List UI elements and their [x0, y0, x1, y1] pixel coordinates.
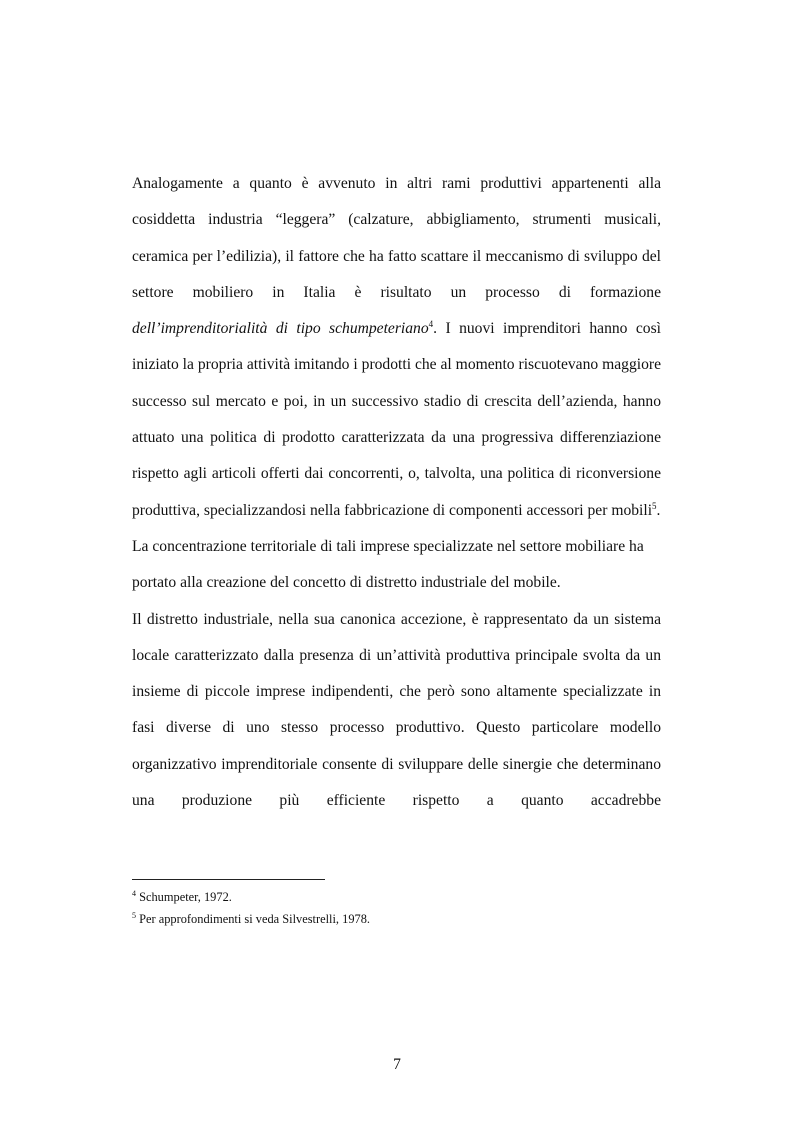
page-number: 7 — [393, 1056, 401, 1073]
footnote-4 — [132, 886, 661, 908]
paragraph-1-text-middle: . I nuovi imprenditori hanno così iniziato la propria attività imitando i prodotti che al momento riscuotevano maggiore successo sul mercato e poi, in un successivo stadio di crescita dell’azienda, hanno attuato una politica di prodotto caratterizzata da una progressiva differenziazione rispetto agli articoli offerti dai concorrenti, o, talvolta, una politica di riconversione produttiva, specializzandosi nella fabbricazione di componenti accessori per mobili — [132, 320, 661, 519]
footnote-5 — [132, 908, 661, 930]
paragraph-2: La concentrazione territoriale di tali imprese specializzate nel settore mobiliare ha portato alla creazione del concetto di distretto industriale del mobile. — [132, 537, 644, 592]
body-text — [132, 166, 661, 819]
paragraph-1 — [132, 166, 661, 529]
paragraph-3: Il distretto industriale, nella sua canonica accezione, è rappresentato da un sistema locale caratterizzato dalla presenza di un’attività produttiva principale svolta da un insieme di piccole imprese indipendenti, che però sono altamente specializzate in fasi diverse di uno stesso processo produttivo. Questo particolare modello organizzativo imprenditoriale consente di sviluppare delle sinergie che determinano una produzione più efficiente rispetto a quanto accadrebbe — [132, 610, 661, 810]
footnote-ref-5: 5 — [652, 500, 657, 511]
footnote-number: 4 — [132, 888, 136, 898]
footnote-ref-4: 4 — [428, 319, 434, 329]
italic-term: dell’imprenditorialità di tipo schumpeteriano — [132, 320, 429, 338]
paragraph-1-text-start: Analogamente a quanto è avvenuto in altri rami produttivi appartenenti alla cosiddetta industria “leggera” (calzature, abbigliamento, strumenti musicali, ceramica per l’edilizia), il fattore che ha fatto scattare il meccanismo di sviluppo del settore mobiliero in Italia è risultato un processo di formazione — [132, 175, 661, 301]
footnotes — [132, 886, 661, 930]
paragraph-1-text-end: . — [656, 501, 661, 519]
footnote-number: 5 — [132, 910, 136, 920]
footnote-text: Schumpeter, 1972. — [136, 890, 232, 904]
footnote-separator — [132, 879, 325, 880]
footnote-text: Per approfondimenti si veda Silvestrelli, 1978. — [136, 912, 371, 926]
